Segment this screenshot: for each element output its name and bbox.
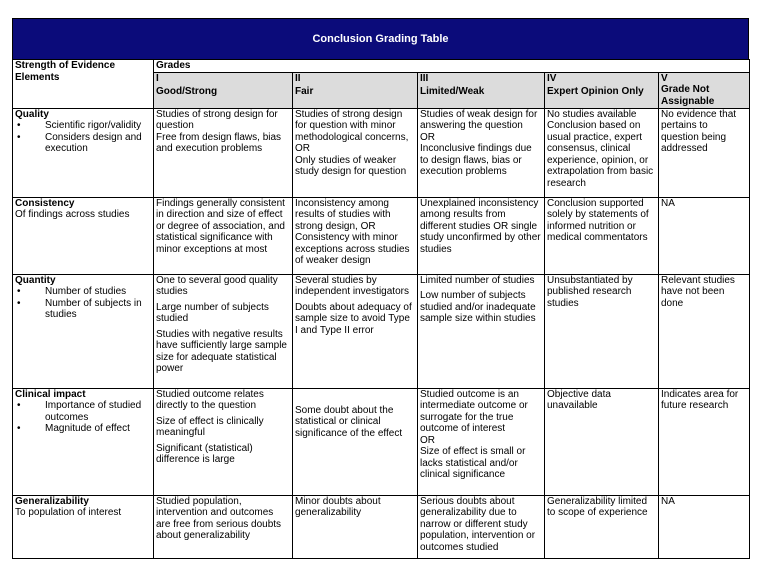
cell-generalizability-grade-2: Minor doubts about generalizability — [293, 495, 418, 558]
cell-quality-grade-3: Studies of weak design for answering the question OR Inconclusive findings due to design flaws, bias or execution problems — [418, 108, 545, 197]
cell-consistency-grade-3: Unexplained inconsistency among results from different studies OR single study unconfirmed by other studies — [418, 197, 545, 274]
grade-col-header-3: III Limited/Weak — [418, 72, 545, 108]
cell-quality-grade-5: No evidence that pertains to question being addressed — [659, 108, 750, 197]
cell-quantity-grade-3: Limited number of studies Low number of subjects studied and/or inadequate sample size within studies — [418, 274, 545, 388]
grade-col-header-1: I Good/Strong — [154, 72, 293, 108]
table-row-clinical-impact — [13, 388, 750, 495]
cell-generalizability-grade-3: Serious doubts about generalizability due to narrow or different study population, intervention or outcomes studied — [418, 495, 545, 558]
cell-clinical-grade-2: Some doubt about the statistical or clinical significance of the effect — [293, 388, 418, 495]
row-label-quality: Quality • Scientific rigor/validity • Considers design and execution — [13, 108, 154, 197]
cell-quantity-grade-4: Unsubstantiated by published research studies — [545, 274, 659, 388]
grade-col-header-4: IV Expert Opinion Only — [545, 72, 659, 108]
table-row-quality — [13, 108, 750, 197]
conclusion-grading-table — [12, 59, 750, 559]
table-row-quantity — [13, 274, 750, 388]
cell-quality-grade-1: Studies of strong design for question Free from design flaws, bias and execution problems — [154, 108, 293, 197]
cell-clinical-grade-3: Studied outcome is an intermediate outcome or surrogate for the true outcome of interest OR Size of effect is small or lacks statistical and/or clinical significance — [418, 388, 545, 495]
cell-clinical-grade-4: Objective data unavailable — [545, 388, 659, 495]
cell-quality-grade-2: Studies of strong design for question with minor methodological concerns, OR Only studies of weaker study design for question — [293, 108, 418, 197]
grade-col-header-5: V Grade Not Assignable — [659, 72, 750, 108]
table-row-consistency — [13, 197, 750, 274]
grade-col-header-2: II Fair — [293, 72, 418, 108]
strength-header: Strength of Evidence Elements — [13, 60, 154, 109]
cell-quality-grade-4: No studies available Conclusion based on usual practice, expert consensus, clinical experience, opinion, or extrapolation from basic research — [545, 108, 659, 197]
row-label-quantity: Quantity • Number of studies • Number of subjects in studies — [13, 274, 154, 388]
cell-quantity-grade-5: Relevant studies have not been done — [659, 274, 750, 388]
table-title: Conclusion Grading Table — [12, 18, 749, 59]
row-label-consistency: Consistency Of findings across studies — [13, 197, 154, 274]
cell-clinical-grade-1: Studied outcome relates directly to the question Size of effect is clinically meaningful Significant (statistical) difference is large — [154, 388, 293, 495]
grades-header: Grades — [154, 60, 750, 73]
cell-consistency-grade-5: NA — [659, 197, 750, 274]
cell-generalizability-grade-1: Studied population, intervention and outcomes are free from serious doubts about generalizability — [154, 495, 293, 558]
cell-generalizability-grade-4: Generalizability limited to scope of experience — [545, 495, 659, 558]
cell-quantity-grade-1: One to several good quality studies Large number of subjects studied Studies with negative results have sufficiently large sample size for adequate statistical power — [154, 274, 293, 388]
cell-quantity-grade-2: Several studies by independent investigators Doubts about adequacy of sample size to avoid Type I and Type II error — [293, 274, 418, 388]
row-label-clinical-impact: Clinical impact • Importance of studied outcomes • Magnitude of effect — [13, 388, 154, 495]
cell-consistency-grade-4: Conclusion supported solely by statements of informed nutrition or medical commentators — [545, 197, 659, 274]
row-label-generalizability: Generalizability To population of interest — [13, 495, 154, 558]
table-row-generalizability — [13, 495, 750, 558]
cell-consistency-grade-1: Findings generally consistent in direction and size of effect or degree of association, and statistical significance with minor exceptions at most — [154, 197, 293, 274]
cell-consistency-grade-2: Inconsistency among results of studies with strong design, OR Consistency with minor exceptions across studies of weaker design — [293, 197, 418, 274]
grading-table-container — [12, 18, 749, 559]
cell-generalizability-grade-5: NA — [659, 495, 750, 558]
cell-clinical-grade-5: Indicates area for future research — [659, 388, 750, 495]
